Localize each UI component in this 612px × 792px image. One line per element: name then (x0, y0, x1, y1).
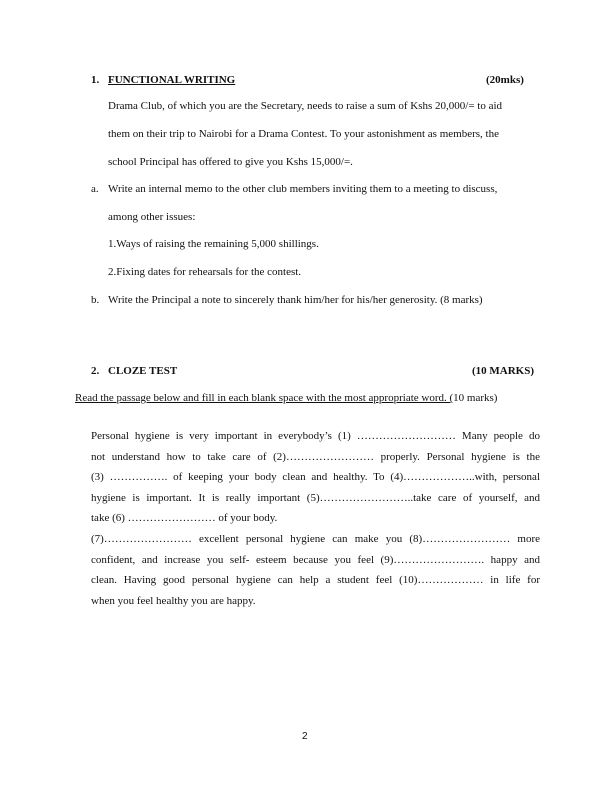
passage-line-9: when you feel healthy you are happy. (91, 594, 256, 607)
cloze-instruction-rest: 10 marks) (453, 392, 498, 404)
cloze-passage (91, 426, 540, 611)
section1-title: FUNCTIONAL WRITING (108, 74, 236, 86)
section1-intro-line-3: school Principal has offered to give you Kshs 15,000/=. (108, 156, 353, 168)
issue-1: 1.Ways of raising the remaining 5,000 shillings. (108, 238, 319, 250)
item-b-label: b. (91, 294, 100, 306)
section1-intro-line-1: Drama Club, of which you are the Secretary, needs to raise a sum of Kshs 20,000/= to aid (108, 100, 503, 112)
passage-line-3: (3) ……………. of keeping your body clean and healthy. To (4)………………..with, personal (91, 471, 540, 484)
section2-number: 2. (91, 365, 100, 377)
passage-line-1: Personal hygiene is very important in everybody’s (1) ……………………… Many people do (91, 430, 540, 442)
section1-marks: (20mks) (486, 74, 524, 86)
item-a-line-2: among other issues: (108, 211, 196, 223)
cloze-instruction-underlined: Read the passage below and fill in each blank space with the most appropriate word. ( (75, 392, 454, 404)
section1-intro-line-2: them on their trip to Nairobi for a Drama Contest. To your astonishment as members, the (108, 128, 499, 140)
page-number: 2 (302, 731, 308, 742)
section2-marks: (10 MARKS) (472, 365, 535, 377)
cloze-instruction (75, 391, 497, 405)
issue-2: 2.Fixing dates for rehearsals for the contest. (108, 266, 302, 278)
passage-line-8: clean. Having good personal hygiene can help a student feel (10)……………… in life for (91, 574, 540, 587)
passage-line-6: (7)…………………… excellent personal hygiene can make you (8)…………………… more (91, 532, 540, 545)
item-b-text: Write the Principal a note to sincerely thank him/her for his/her generosity. (8 marks) (108, 294, 483, 306)
section1-number: 1. (91, 74, 100, 86)
passage-line-5: take (6) …………………… of your body. (91, 512, 278, 525)
passage-line-4: hygiene is important. It is really important (5)……………………..take care of yourself, and (91, 491, 540, 504)
passage-line-2: not understand how to take care of (2)…………………… properly. Personal hygiene is the (91, 450, 540, 463)
item-a-line-1: Write an internal memo to the other club members inviting them to a meeting to discuss, (108, 183, 498, 195)
section2-title: CLOZE TEST (108, 365, 178, 377)
passage-line-7: confident, and increase you self- esteem because you feel (9)……………………. happy and (91, 553, 540, 566)
item-a-label: a. (91, 183, 99, 195)
